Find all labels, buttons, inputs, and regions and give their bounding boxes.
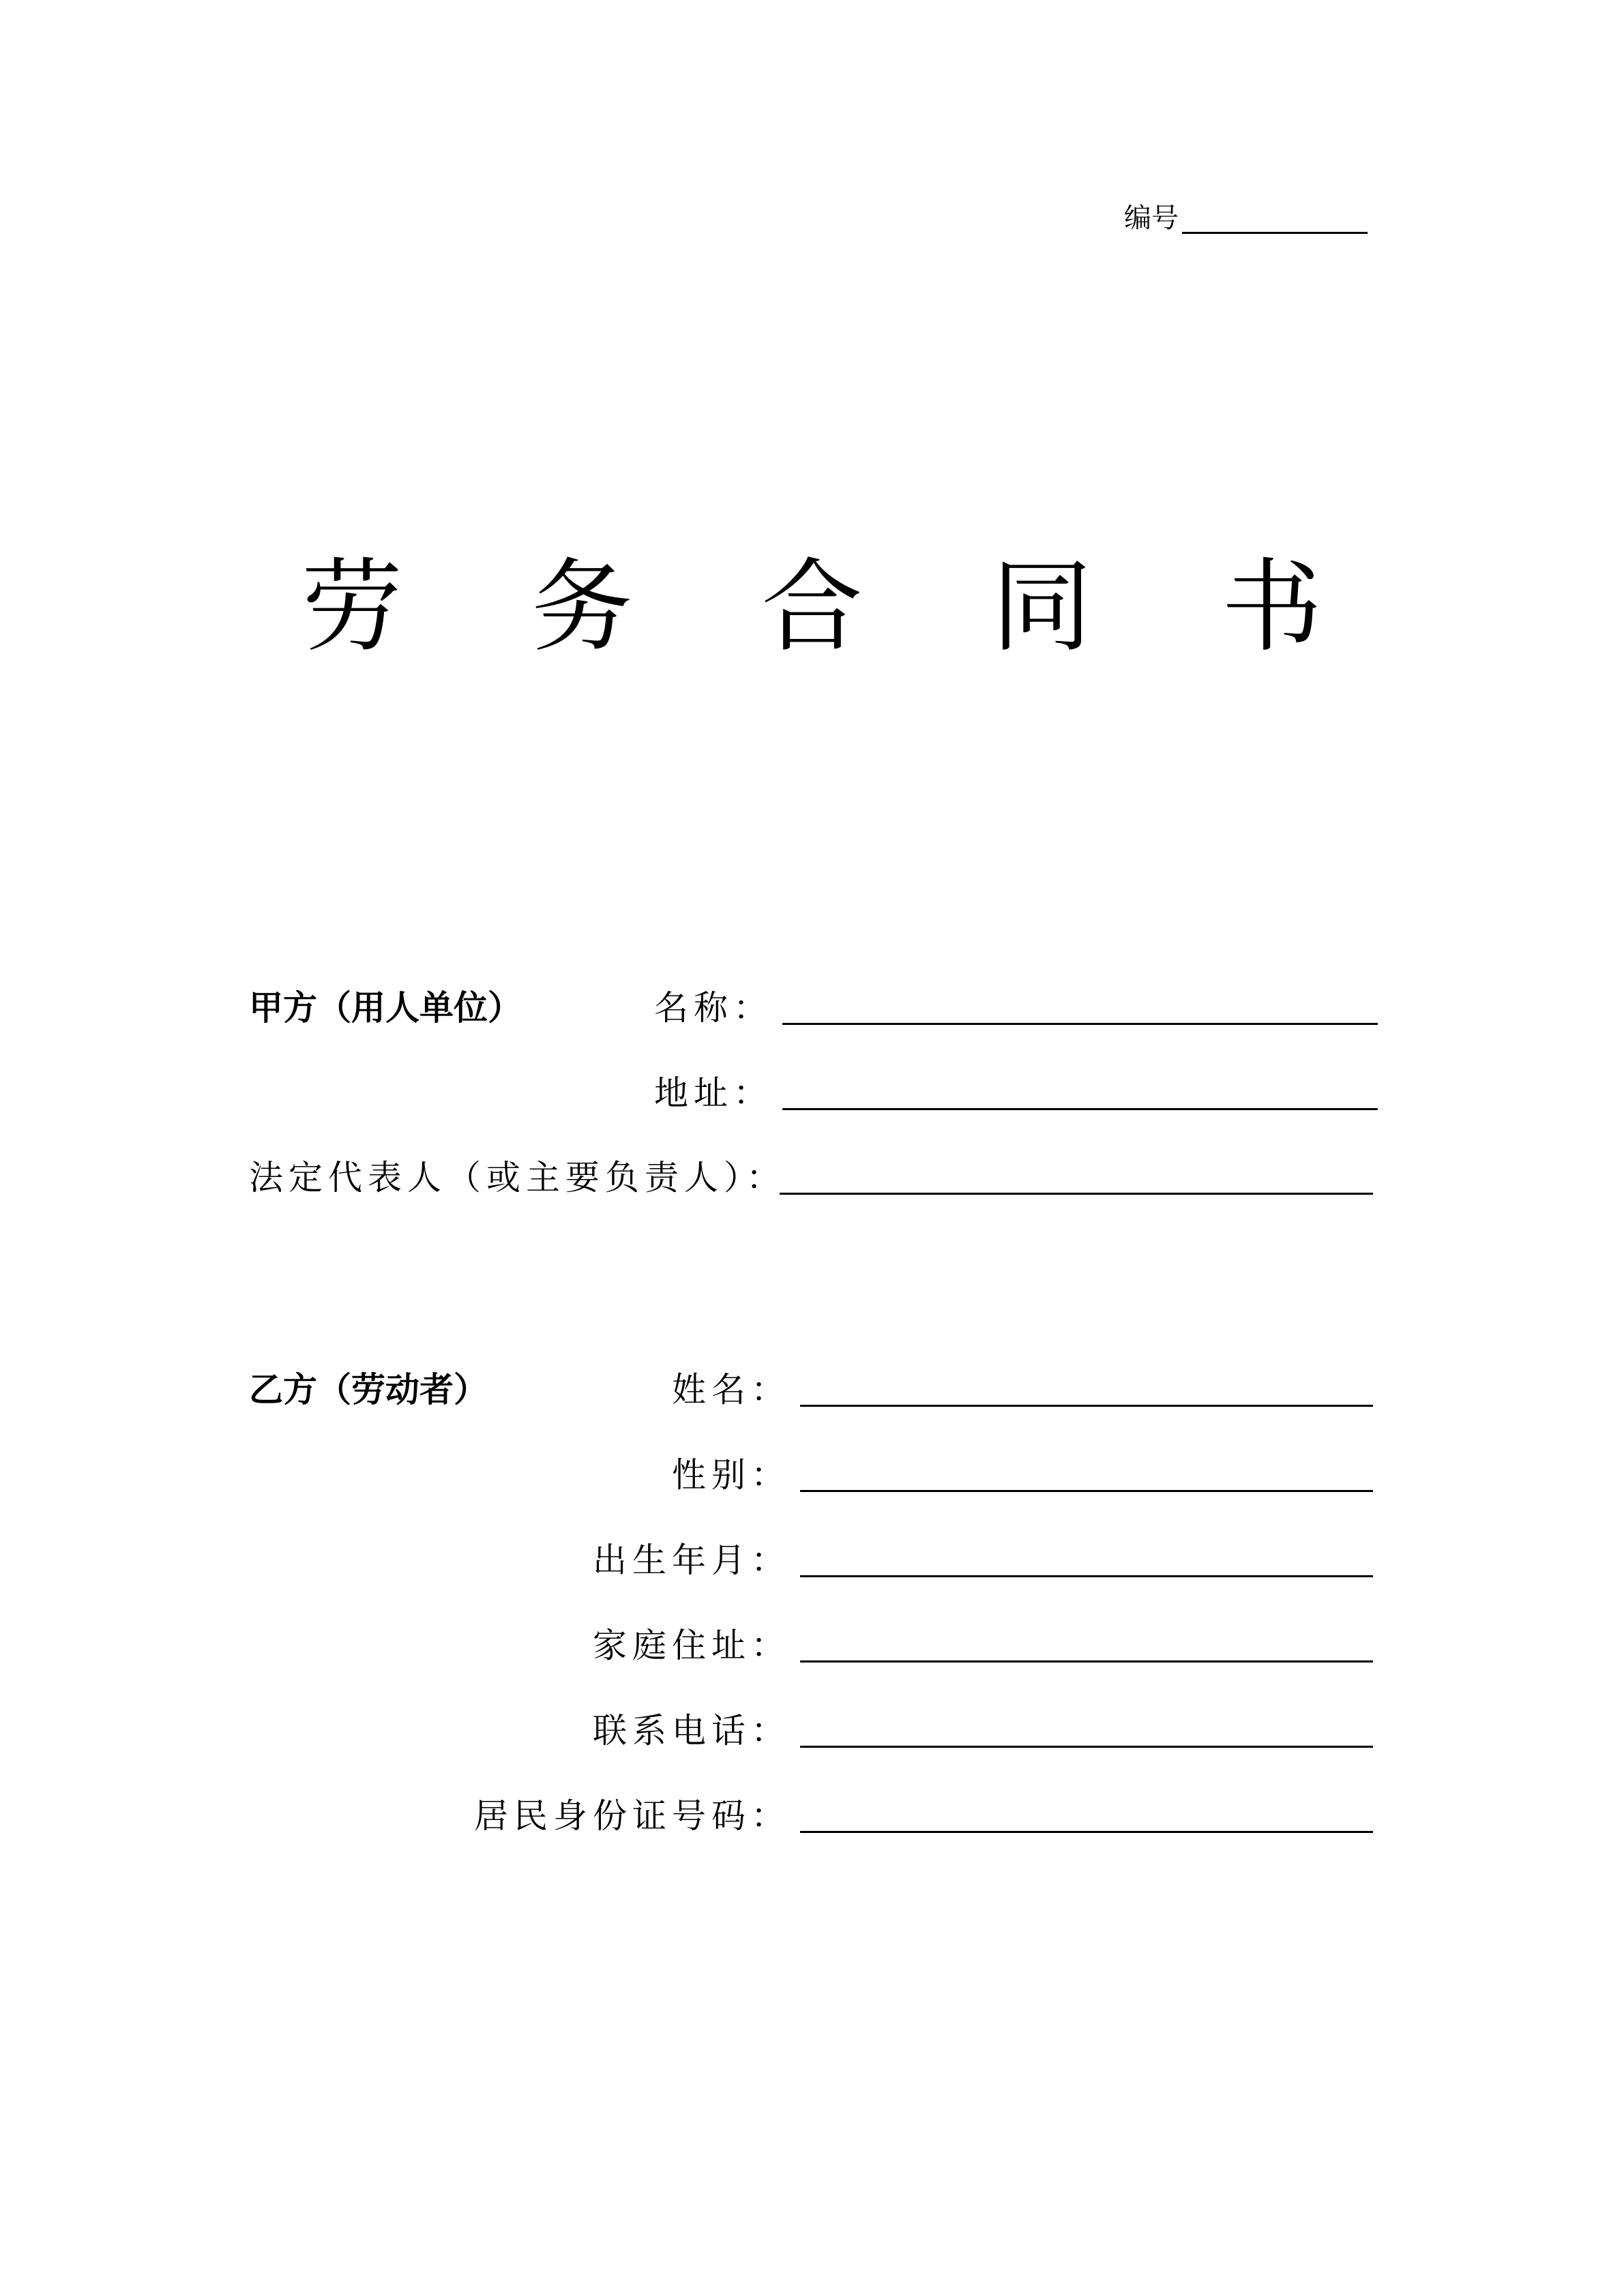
party-b-name-field[interactable] [800, 1405, 1373, 1407]
party-b-heading: 乙方（劳动者） [249, 1369, 488, 1410]
party-b-gender-label: 性别： [672, 1455, 791, 1495]
party-b-id-number-label: 居民身份证号码： [474, 1796, 791, 1836]
party-b-birth-field[interactable] [800, 1575, 1373, 1577]
party-a-name-label: 名称： [654, 988, 773, 1028]
party-b-gender-field[interactable] [800, 1490, 1373, 1492]
party-b-birth-label: 出生年月： [593, 1540, 791, 1580]
party-a-name-field[interactable] [782, 1023, 1378, 1025]
serial-number-field[interactable] [1182, 232, 1368, 234]
party-b-phone-label: 联系电话： [593, 1711, 791, 1750]
party-b-id-number-field[interactable] [800, 1831, 1373, 1833]
party-a-legal-rep-field[interactable] [780, 1193, 1373, 1195]
party-a-address-label: 地址： [654, 1073, 773, 1113]
party-b-home-address-label: 家庭住址： [593, 1626, 791, 1665]
party-b-phone-field[interactable] [800, 1746, 1373, 1748]
party-b-name-label: 姓名： [672, 1370, 791, 1410]
party-a-address-field[interactable] [782, 1108, 1378, 1110]
party-a-legal-rep-label: 法定代表人（或主要负责人）： [249, 1158, 786, 1197]
party-a-heading: 甲方（用人单位） [249, 987, 522, 1028]
document-title: 劳 务 合 同 书 [301, 548, 1371, 666]
party-b-home-address-field[interactable] [800, 1660, 1373, 1663]
serial-number-label: 编号 [1124, 203, 1179, 234]
